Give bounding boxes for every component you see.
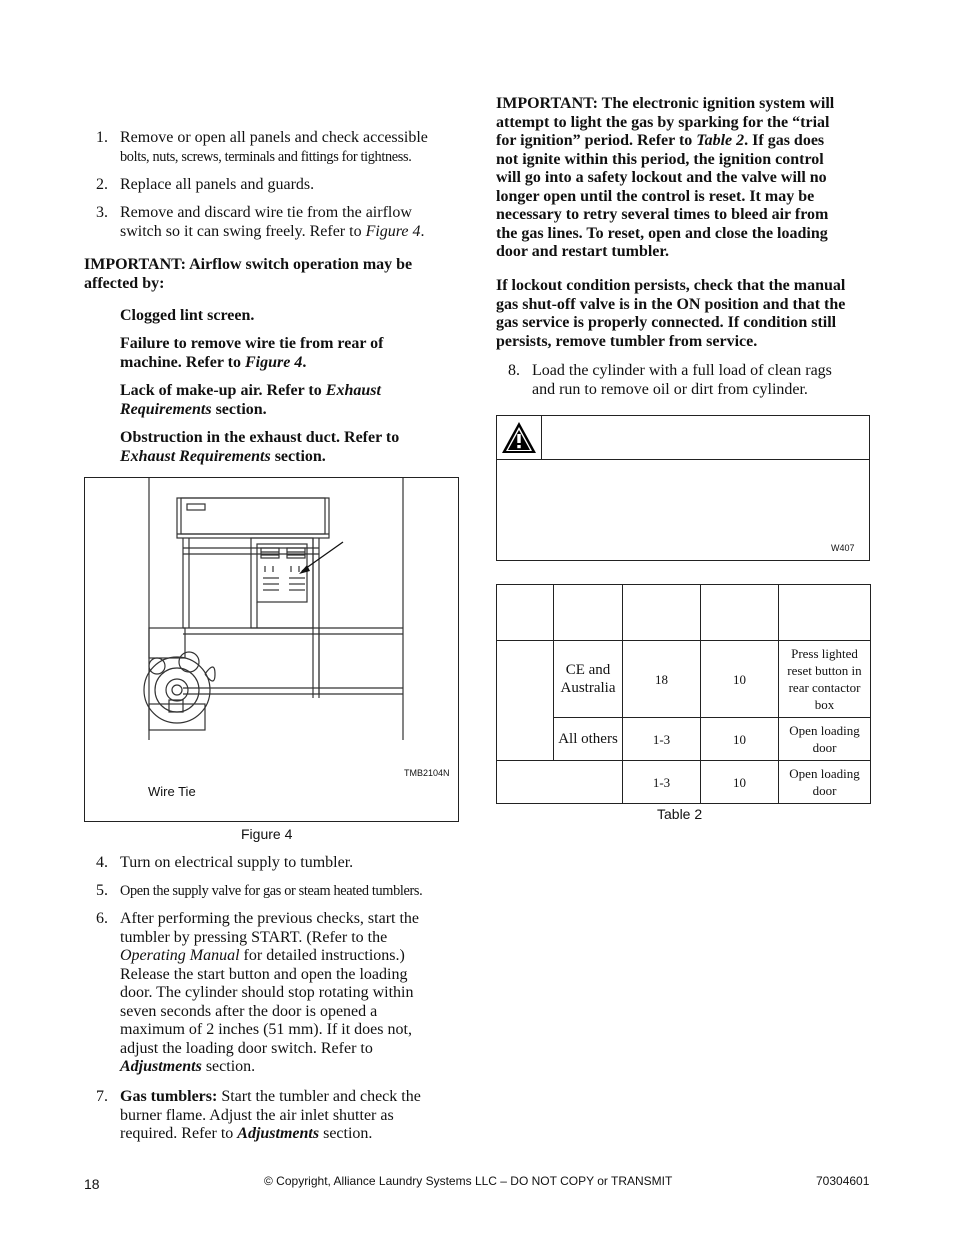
text-line: door. The cylinder should stop rotating within	[120, 984, 414, 1001]
condition-clogged-lint: Clogged lint screen.	[120, 307, 255, 324]
text-line: Failure to remove wire tie from rear of	[120, 335, 384, 352]
important-airflow-note: IMPORTANT: Airflow switch operation may be affected by:	[84, 256, 413, 292]
text-line	[120, 947, 419, 966]
text-run: for ignition” period. Refer to	[496, 132, 697, 149]
text-line: IMPORTANT: The electronic ignition system will	[496, 95, 835, 112]
table-header-row	[497, 585, 871, 641]
text-line: will go into a safety lockout and the valve will no	[496, 169, 827, 186]
table-caption: Table 2	[657, 806, 703, 822]
wire-tie-label: Wire Tie	[148, 784, 196, 799]
lockout-cell: 10	[701, 761, 779, 804]
header-cell	[779, 585, 871, 641]
warning-icon-cell	[497, 416, 542, 459]
list-number: 2.	[96, 176, 108, 193]
section-reference: Exhaust	[325, 382, 381, 399]
text-line: burner flame. Adjust the air inlet shutter as	[120, 1106, 394, 1124]
warning-triangle-icon	[497, 416, 541, 459]
text-run: .	[420, 222, 425, 240]
text-line: door and restart tumbler.	[496, 243, 670, 260]
trial-cell: 1-3	[623, 718, 701, 761]
list-text	[120, 910, 419, 1077]
list-number: 6.	[96, 910, 108, 927]
section-reference: Adjustments	[237, 1125, 320, 1142]
list-number: 5.	[96, 882, 108, 899]
header-cell	[497, 585, 554, 641]
table-row	[497, 761, 871, 804]
text-line: necessary to retry several times to bleed air from	[496, 206, 829, 223]
list-number: 1.	[96, 129, 108, 146]
section-reference: Adjustments	[120, 1058, 202, 1075]
text-run: machine. Refer to	[120, 353, 245, 371]
model-cell: All others	[554, 718, 623, 761]
page-number: 18	[84, 1176, 100, 1192]
document-number: 70304601	[816, 1174, 870, 1188]
trial-cell: 1-3	[623, 761, 701, 804]
text-line: Load the cylinder with a full load of clean rags	[532, 362, 832, 379]
lockout-note	[496, 277, 845, 351]
text-run: Gas tumblers:	[120, 1088, 218, 1105]
text-run: . If gas does	[744, 132, 825, 149]
warning-code: W407	[831, 543, 855, 553]
warning-box	[496, 415, 870, 561]
text-line: attempt to light the gas by sparking for the “trial	[496, 113, 830, 131]
text-line: persists, remove tumbler from service.	[496, 332, 758, 350]
lockout-cell: 10	[701, 641, 779, 718]
text-run: for detailed instructions.)	[239, 947, 405, 964]
list-text: Turn on electrical supply to tumbler.	[120, 854, 354, 871]
text-line: maximum of 2 inches (51 mm). If it does not,	[120, 1021, 412, 1038]
list-text	[532, 362, 832, 399]
section-reference: Exhaust Requirements	[120, 447, 271, 465]
text-run: section.	[319, 1125, 373, 1142]
text-line: gas shut-off valve is in the ON position and that the	[496, 295, 846, 313]
table-row	[497, 641, 871, 718]
text-line: longer open until the control is reset. It may be	[496, 187, 815, 205]
text-run: switch so it can swing freely. Refer to	[120, 222, 366, 240]
text-line	[120, 1125, 421, 1144]
table-row	[497, 718, 871, 761]
reset-cell: Open loading door	[779, 718, 871, 761]
list-number: 8.	[508, 362, 520, 379]
text-line: Obstruction in the exhaust duct. Refer to	[120, 429, 400, 446]
text-line	[120, 1058, 419, 1077]
list-text: Replace all panels and guards.	[120, 176, 315, 193]
text-line	[120, 1088, 421, 1107]
gas-type-cell	[497, 641, 554, 761]
figure-reference: Figure 4	[365, 222, 421, 240]
list-text: Open the supply valve for gas or steam heated tumblers.	[120, 883, 423, 899]
text-run: required. Refer to	[120, 1125, 238, 1142]
left-steps-continued	[84, 0, 464, 1235]
text-line: tumbler by pressing START. (Refer to the	[120, 928, 388, 946]
text-run: section.	[201, 1058, 256, 1075]
text-line	[496, 132, 834, 151]
text-line: If lockout condition persists, check that the manual	[496, 277, 846, 294]
text-line: Release the start button and open the loading	[120, 965, 408, 983]
header-cell	[623, 585, 701, 641]
list-number: 7.	[96, 1088, 108, 1105]
text-run: Lack of make-up air. Refer to	[120, 382, 326, 399]
gas-type-cell	[497, 761, 623, 804]
text-line: and run to remove oil or dirt from cylinder.	[532, 380, 808, 398]
text-line: not ignite within this period, the ignition control	[496, 150, 824, 168]
list-number: 4.	[96, 854, 108, 871]
text-line: adjust the loading door switch. Refer to	[120, 1039, 373, 1057]
table-2	[496, 584, 870, 804]
figure-reference: Figure 4	[245, 353, 303, 371]
text-run: Start the tumbler and check the	[217, 1088, 421, 1105]
model-cell: CE and Australia	[554, 641, 623, 718]
figure-caption: Figure 4	[241, 826, 293, 842]
table-reference: Table 2	[696, 132, 745, 149]
text-line: bolts, nuts, screws, terminals and fittings for tightness.	[120, 148, 412, 165]
reset-cell: Press lighted reset button in rear contactor box	[779, 641, 871, 718]
reset-cell: Open loading door	[779, 761, 871, 804]
list-number: 3.	[96, 204, 108, 221]
header-cell	[554, 585, 623, 641]
text-line: After performing the previous checks, start the	[120, 910, 420, 927]
important-ignition-note	[496, 95, 834, 262]
trial-cell: 18	[623, 641, 701, 718]
figure-code: TMB2104N	[404, 768, 450, 778]
text-run: .	[302, 353, 307, 371]
ignition-table	[496, 584, 871, 804]
copyright-notice: © Copyright, Alliance Laundry Systems LLC – DO NOT COPY or TRANSMIT	[264, 1174, 673, 1188]
header-cell	[701, 585, 779, 641]
list-item	[496, 362, 876, 402]
text-line: Remove and discard wire tie from the airflow	[120, 204, 412, 221]
manual-reference: Operating Manual	[120, 947, 240, 964]
text-line: gas service is properly connected. If condition still	[496, 314, 837, 331]
section-reference: Requirements	[120, 400, 212, 418]
text-run: section.	[270, 447, 326, 465]
text-line: the gas lines. To reset, open and close the loading	[496, 224, 828, 242]
lockout-cell: 10	[701, 718, 779, 761]
text-line: seven seconds after the door is opened a	[120, 1002, 378, 1020]
text-line: Remove or open all panels and check accessible	[120, 129, 428, 146]
list-text	[120, 1088, 421, 1144]
warning-header	[497, 416, 869, 460]
text-run: section.	[211, 400, 267, 418]
